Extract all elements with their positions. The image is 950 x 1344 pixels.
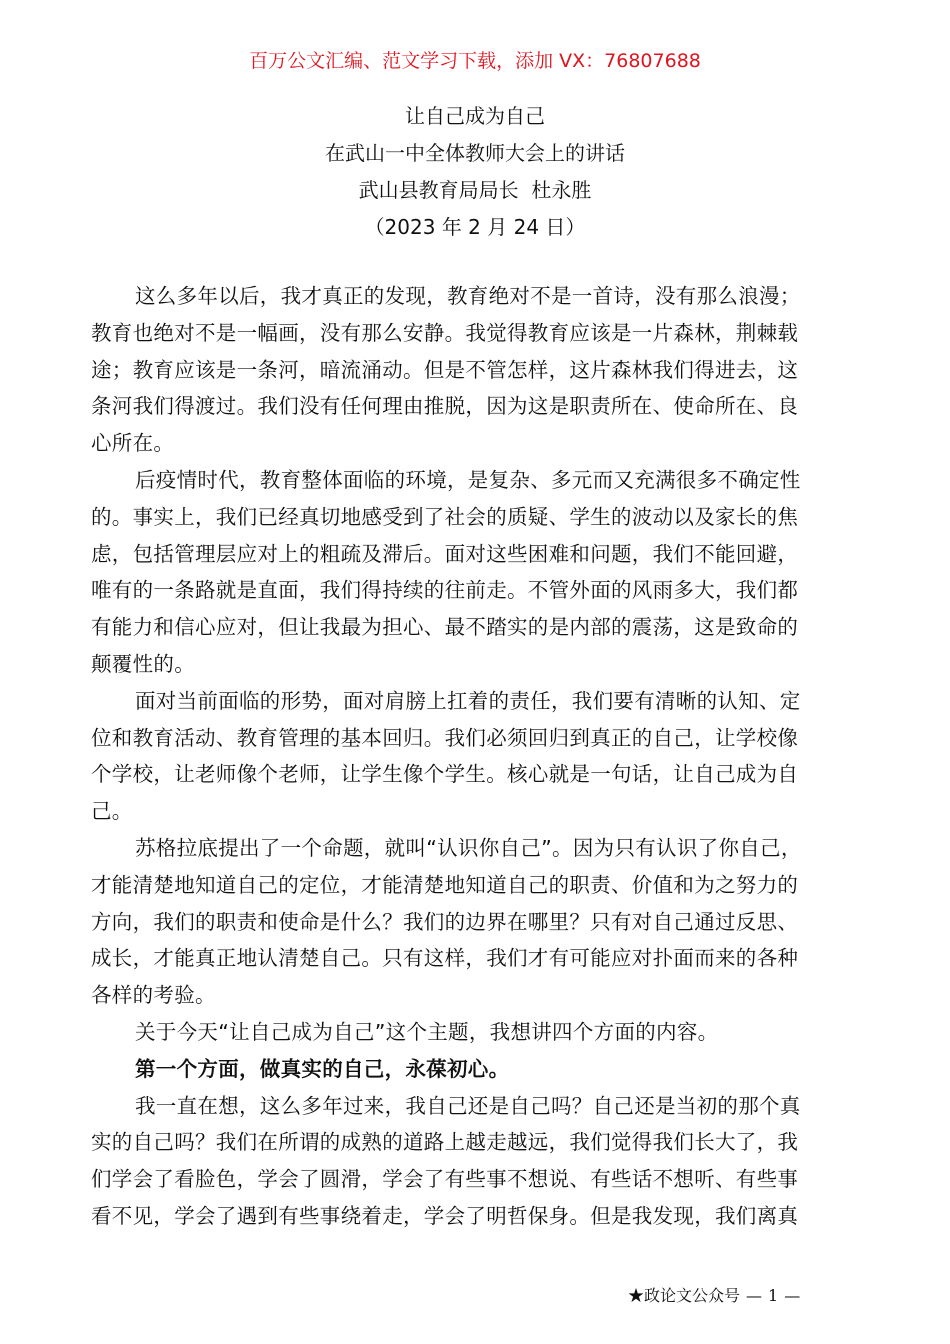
text-line: 唯有的一条路就是直面，我们得持续的往前走。不管外面的风雨多大，我们都 [91, 578, 799, 603]
text-line: 各样的考验。 [91, 983, 216, 1008]
paragraph [91, 278, 861, 462]
text-line: 颠覆性的。 [91, 651, 195, 676]
header-banner: 百万公文汇编、范文学习下载，添加 VX：76807688 [249, 50, 701, 72]
text-line: 位和教育活动、教育管理的基本回归。我们必须回归到真正的自己，让学校像 [91, 725, 799, 750]
text-line: 实的自己吗？我们在所谓的成熟的道路上越走越远，我们觉得我们长大了，我 [91, 1130, 799, 1155]
page-number: 1 [768, 1286, 779, 1305]
footer-dash-right: — [784, 1286, 801, 1305]
text-line: 苏格拉底提出了一个命题，就叫“认识你自己”。因为只有认识了你自己， [135, 835, 802, 860]
page-footer [628, 1283, 806, 1306]
date-line: （2023 年 2 月 24 日） [364, 215, 586, 239]
text-line: 们学会了看脸色，学会了圆滑，学会了有些事不想说、有些话不想听、有些事 [91, 1167, 799, 1192]
paragraph [91, 1088, 861, 1235]
text-line: 己。 [91, 799, 133, 824]
text-line: 面对当前面临的形势，面对肩膀上扛着的责任，我们要有清晰的认知、定 [135, 688, 801, 713]
text-line: 心所在。 [91, 431, 175, 456]
text-line: 途；教育应该是一条河，暗流涌动。但是不管怎样，这片森林我们得进去，这 [91, 357, 799, 382]
footer-dash-left: — [746, 1286, 763, 1305]
text-line: 看不见，学会了遇到有些事绕着走，学会了明哲保身。但是我发现，我们离真 [91, 1203, 799, 1228]
paragraph [91, 830, 861, 1014]
text-line: 有能力和信心应对，但让我最为担心、最不踏实的是内部的震荡，这是致命的 [91, 615, 799, 640]
text-line: 的。事实上，我们已经真切地感受到了社会的质疑、学生的波动以及家长的焦 [91, 504, 799, 529]
text-line: 虑，包括管理层应对上的粗疏及滞后。面对这些困难和问题，我们不能回避， [91, 541, 799, 566]
text-line: 后疫情时代，教育整体面临的环境，是复杂、多元而又充满很多不确定性 [135, 467, 801, 492]
document-title: 让自己成为自己 [405, 104, 545, 128]
text-line: 个学校，让老师像个老师，让学生像个学生。核心就是一句话，让自己成为自 [91, 762, 799, 787]
paragraph [91, 462, 861, 683]
document-body [91, 278, 861, 1235]
text-line: 才能清楚地知道自己的定位，才能清楚地知道自己的职责、价值和为之努力的 [91, 872, 799, 897]
document-subtitle: 在武山一中全体教师大会上的讲话 [325, 141, 625, 165]
text-line: 这么多年以后，我才真正的发现，教育绝对不是一首诗，没有那么浪漫； [135, 284, 801, 308]
text-line: 关于今天“让自己成为自己”这个主题，我想讲四个方面的内容。 [135, 1019, 719, 1044]
text-line: 条河我们得渡过。我们没有任何理由推脱，因为这是职责所在、使命所在、良 [91, 394, 799, 419]
paragraph [91, 1014, 861, 1051]
title-block [0, 98, 950, 246]
footer-source: ★政论文公众号 [628, 1286, 741, 1305]
paragraph [91, 683, 861, 830]
text-line: 我一直在想，这么多年过来，我自己还是自己吗？自己还是当初的那个真 [135, 1093, 801, 1118]
text-line: 教育也绝对不是一幅画，没有那么安静。我觉得教育应该是一片森林，荆棘载 [91, 320, 799, 345]
section-heading-text: 第一个方面，做真实的自己，永葆初心。 [135, 1056, 510, 1081]
text-line: 方向，我们的职责和使命是什么？我们的边界在哪里？只有对自己通过反思、 [91, 909, 799, 934]
text-line: 成长，才能真正地认清楚自己。只有这样，我们才有可能应对扑面而来的各种 [91, 946, 799, 971]
section-heading [91, 1051, 861, 1088]
speaker-line: 武山县教育局局长 杜永胜 [358, 178, 592, 202]
